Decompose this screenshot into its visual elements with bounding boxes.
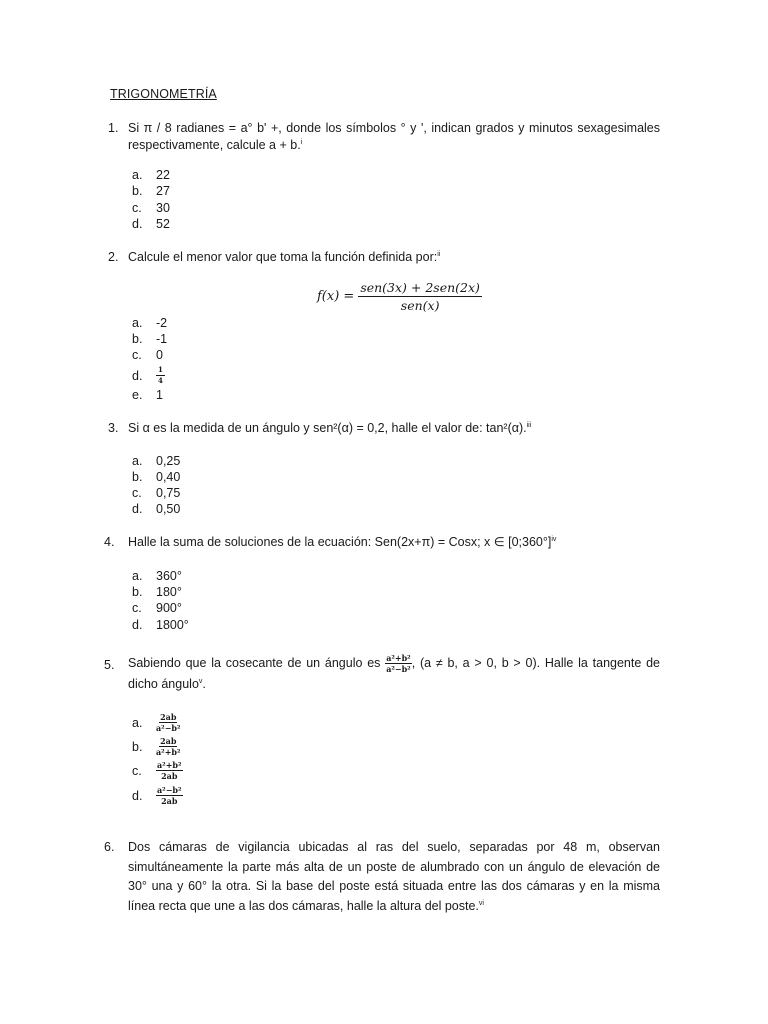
formula-denominator: sen(x): [400, 298, 440, 313]
footnote-marker: iii: [526, 421, 532, 429]
option-fraction: $\frac{1}{4}$: [158, 365, 163, 385]
option-1a: a. 22: [132, 168, 170, 182]
question-text: Si α es la medida de un ángulo y sen²(α) = 0,2, halle el valor de: tan²(α).: [128, 421, 527, 435]
question-3: [108, 420, 660, 437]
page-title: TRIGONOMETRÍA: [110, 87, 217, 101]
question-6: [104, 838, 660, 916]
footnote-marker: v: [198, 677, 203, 685]
option-5b: b. $\frac{2ab}{\text{a²+b²}}$: [132, 735, 181, 757]
question-2: [108, 249, 660, 266]
option-4b: b. 180°: [132, 585, 182, 599]
option-2b: b. -1: [132, 332, 168, 346]
option-5d: d. $\frac{\text{a²−b²}}{2ab}$: [132, 784, 182, 806]
question-number: 4.: [104, 535, 115, 549]
question-number: 5.: [104, 658, 115, 672]
option-3c: c. 0,75: [132, 486, 181, 500]
footnote-marker: i: [300, 138, 303, 146]
question-text: Si π / 8 radianes = a° b' +, donde los símbolos ° y ', indican grados y minutos sexagesimales respectivamente, calcule a + b.: [128, 121, 660, 152]
option-4d: d. 1800°: [132, 618, 189, 632]
option-3d: d. 0,50: [132, 502, 181, 516]
question-number: 6.: [104, 840, 115, 854]
question-4: [104, 534, 660, 551]
question-number: 3.: [108, 421, 119, 435]
question-text: Sabiendo que la cosecante de un ángulo es: [128, 656, 381, 670]
option-4a: a. 360°: [132, 569, 182, 583]
formula-numerator: sen(3x) + 2sen(2x): [360, 280, 480, 295]
option-2c: c. 0: [132, 348, 163, 362]
option-3a: a. 0,25: [132, 454, 181, 468]
option-2e: e. 1: [132, 388, 163, 402]
question-number: 1.: [108, 121, 119, 135]
footnote-marker: ii: [437, 250, 441, 258]
option-4c: c. 900°: [132, 601, 182, 615]
question-text: Halle la suma de soluciones de la ecuación: Sen(2x+π) = Cosx; x ∈ [0;360°]: [128, 535, 552, 549]
question-text: Dos cámaras de vigilancia ubicadas al ras del suelo, separadas por 48 m, observan simultáneamente la parte más alta de un poste de alumbrado con un ángulo de elevación de 30° una y 60° la otra. Si la base del poste está situada entre las dos cámaras y en la misma línea recta que une a las dos cámaras, halle la altura del poste.: [128, 840, 660, 913]
option-5a: a. $\frac{2ab}{\text{a²−b²}}$: [132, 711, 181, 733]
option-1c: c. 30: [132, 201, 170, 215]
option-1b: b. 27: [132, 184, 170, 198]
option-3b: b. 0,40: [132, 470, 181, 484]
formula-lhs: f(x) =: [317, 289, 355, 304]
option-2d: d. $\frac{1}{4}$: [132, 365, 163, 385]
option-5c: c. $\frac{\text{a²+b²}}{2ab}$: [132, 759, 182, 781]
question-1: [108, 120, 660, 153]
option-2a: a. -2: [132, 316, 168, 330]
option-1d: d. 52: [132, 217, 170, 231]
function-formula: [317, 280, 482, 313]
question-number: 2.: [108, 250, 119, 264]
formula-fraction: [358, 280, 482, 313]
footnote-marker: vi: [478, 899, 484, 907]
question-5: 5. Sabiendo que la cosecante de un ángulo es $\frac{\text{a²+b²}}{\text{a²−b²}}$ , (a ≠ b, a > 0, b > 0). Halle la tangente de dicho ángulo$^v$.: [104, 652, 660, 691]
question-text: Calcule el menor valor que toma la función definida por:: [128, 250, 438, 264]
cosecant-fraction: $\frac{\text{a²+b²}}{\text{a²−b²}}$: [386, 652, 411, 674]
footnote-marker: iv: [551, 535, 557, 543]
